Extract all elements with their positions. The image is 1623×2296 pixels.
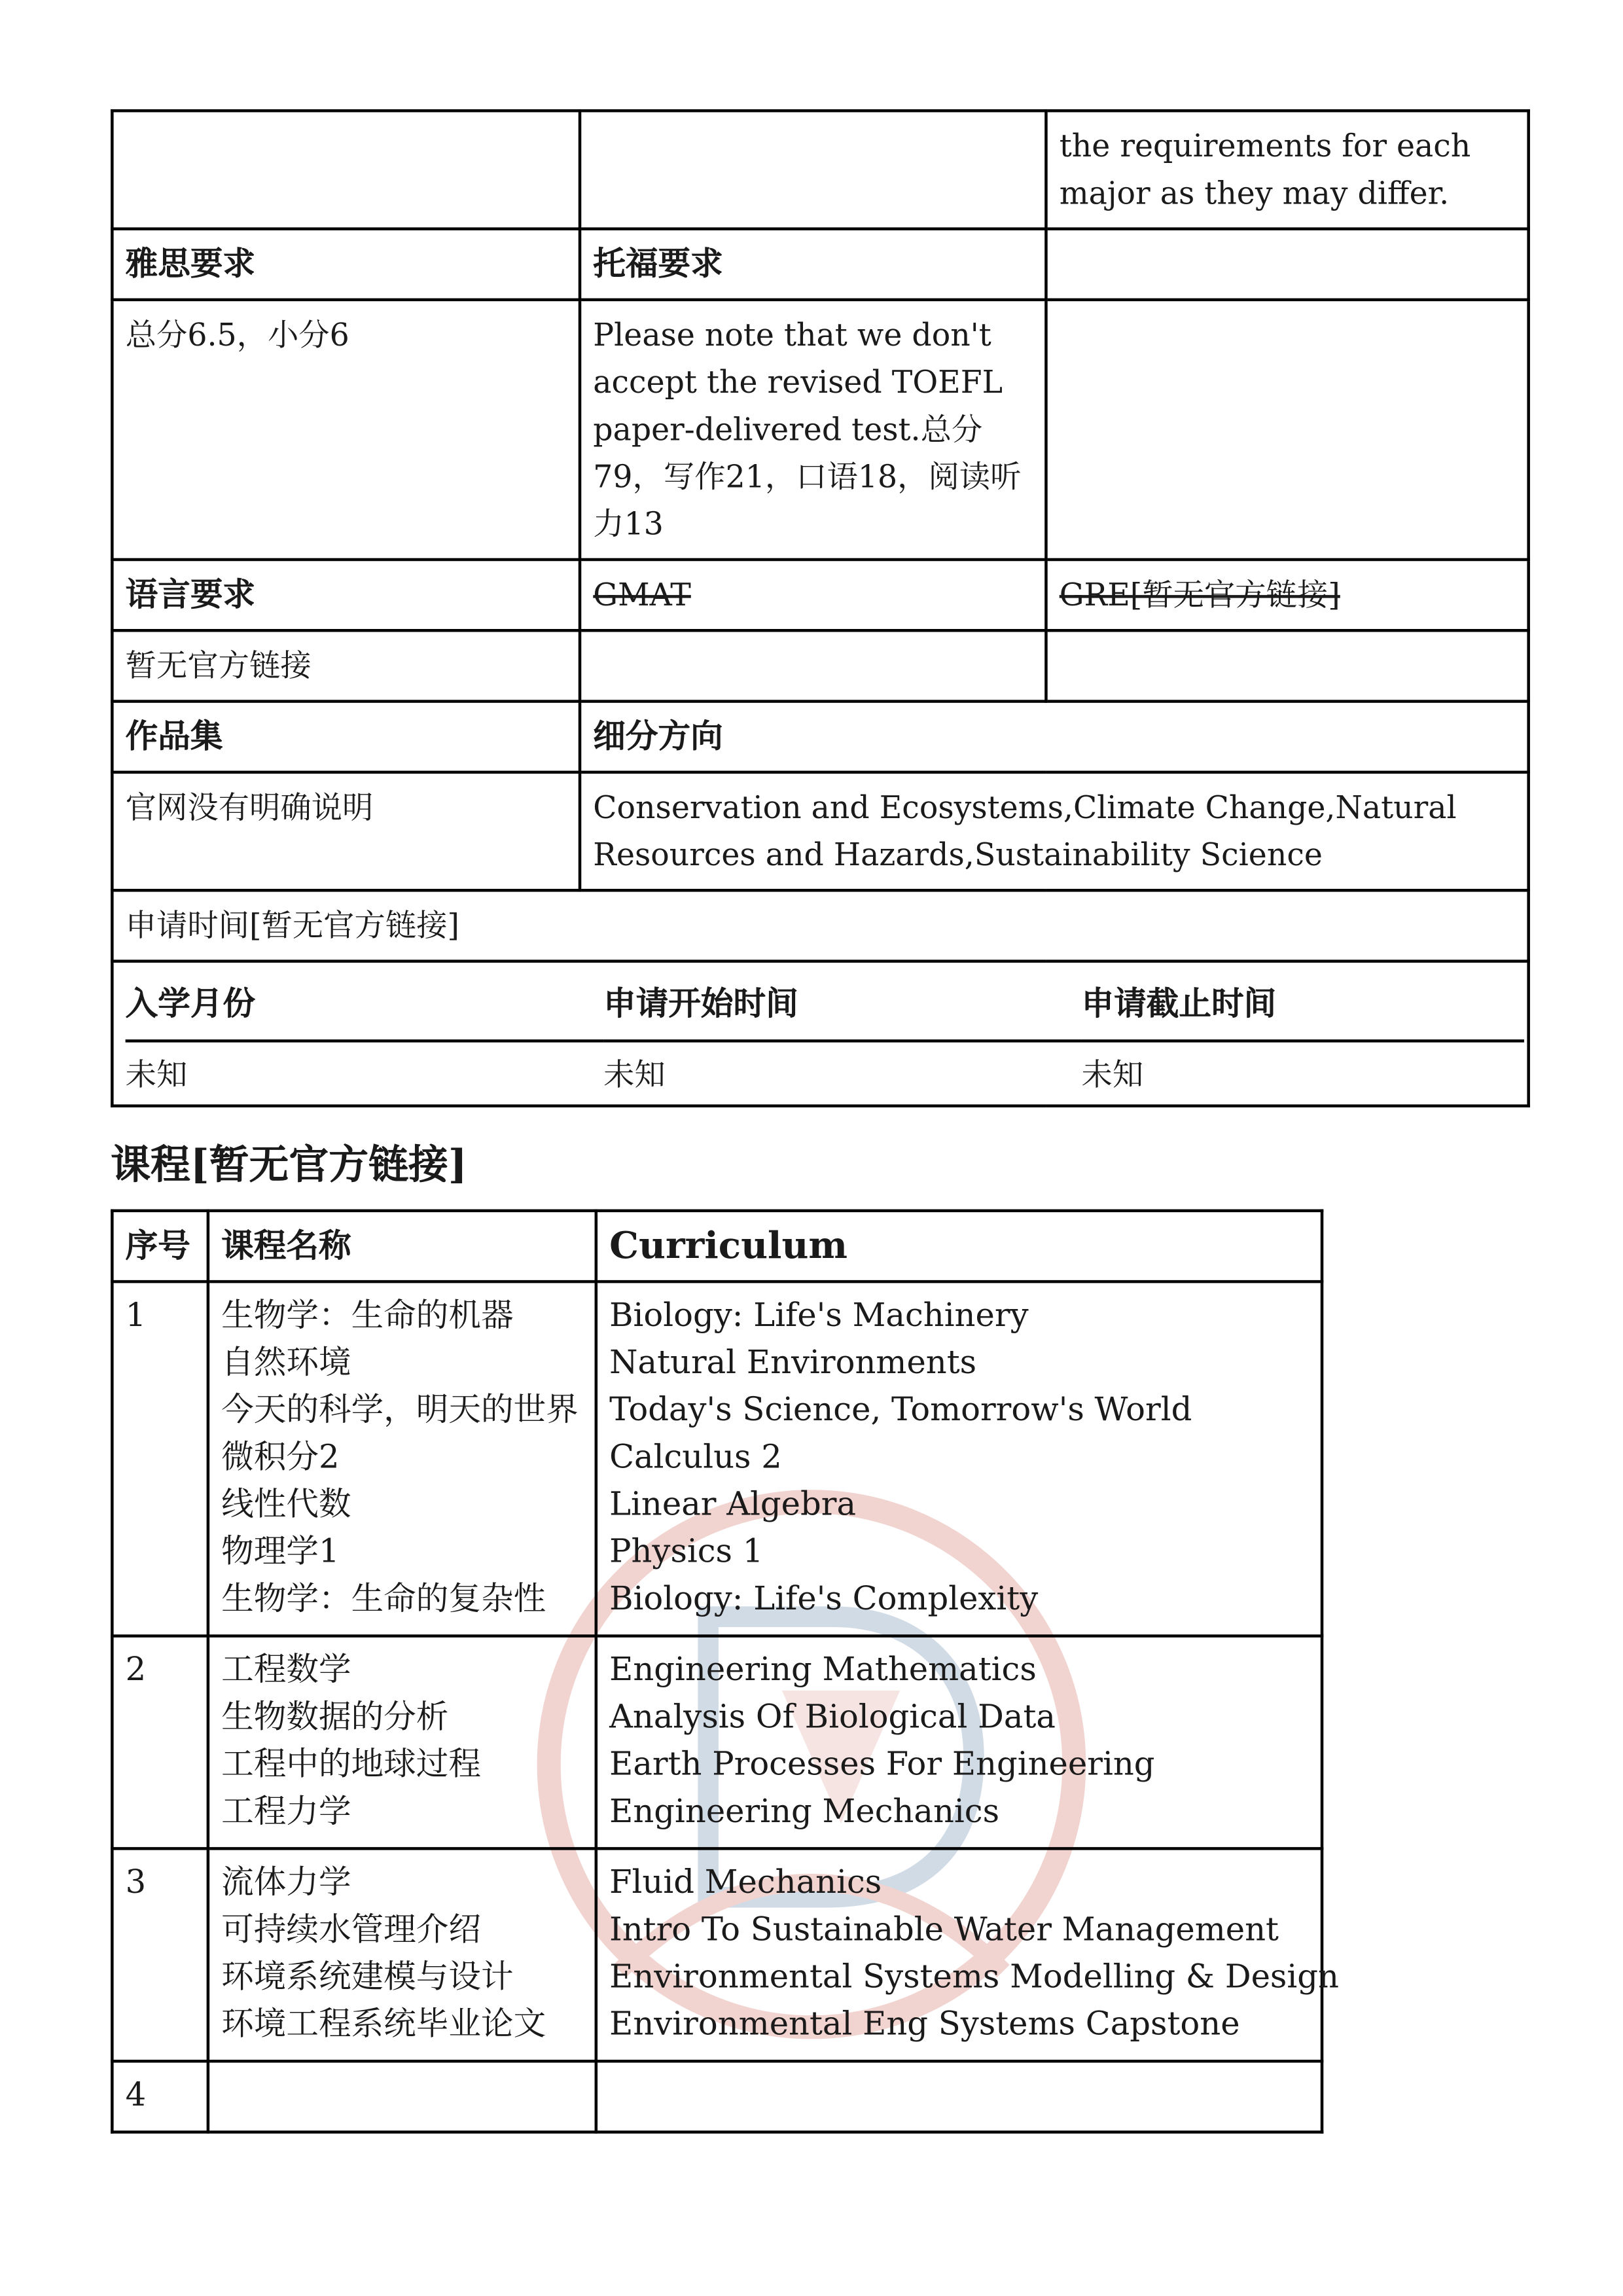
course-line: Today's Science, Tomorrow's World [609, 1392, 1192, 1429]
course-header-number: 序号 [112, 1211, 208, 1282]
course-line: 可持续水管理介绍 [221, 1912, 482, 1949]
course-cn-list [208, 1636, 596, 1849]
course-line: Earth Processes For Engineering [609, 1746, 1155, 1784]
portfolio-value: 官网没有明确说明 [112, 772, 580, 890]
course-en-list [596, 1848, 1339, 2061]
course-line: 线性代数 [221, 1486, 351, 1524]
table-cell [1046, 300, 1528, 560]
table-row [112, 630, 1528, 701]
course-line: 生物学：生命的复杂性 [221, 1581, 546, 1619]
course-line: 环境工程系统毕业论文 [221, 2006, 546, 2044]
course-line: Engineering Mechanics [609, 1793, 1000, 1831]
apply-deadline-value: 未知 [1081, 1057, 1144, 1093]
course-line: 今天的科学，明天的世界 [221, 1392, 579, 1429]
course-line: 生物数据的分析 [221, 1699, 449, 1736]
table-cell [1046, 630, 1528, 701]
course-number: 3 [112, 1848, 208, 2061]
course-cn-list [208, 1282, 596, 1636]
course-table [111, 1210, 1339, 2134]
enroll-month-header: 入学月份 [126, 963, 603, 1043]
course-line: Linear Algebra [609, 1486, 857, 1524]
table-row [112, 2061, 1322, 2132]
table-row [112, 229, 1528, 300]
enroll-month-value: 未知 [125, 1057, 188, 1093]
toefl-value: Please note that we don't accept the revised TOEFL paper-delivered test.总分79，写作21，口语18，阅读听力13 [580, 300, 1046, 560]
direction-label: 细分方向 [580, 702, 1529, 772]
course-line: Environmental Systems Modelling & Design [609, 1959, 1339, 1996]
table-row [112, 300, 1528, 560]
course-line: 自然环境 [221, 1345, 351, 1382]
table-row [112, 111, 1528, 228]
gre-label: GRE[暂无官方链接] [1046, 560, 1528, 630]
course-line: Analysis Of Biological Data [609, 1699, 1056, 1736]
course-cn-list [208, 1848, 596, 2061]
course-line: Biology: Life's Machinery [609, 1297, 1029, 1335]
course-line: 工程中的地球过程 [221, 1746, 482, 1784]
table-row [112, 1848, 1322, 2061]
course-line: 流体力学 [221, 1865, 351, 1902]
ielts-value: 总分6.5，小分6 [112, 300, 580, 560]
table-row [112, 890, 1528, 961]
course-cn-list [208, 2061, 596, 2132]
course-en-list [596, 1636, 1322, 1849]
course-line: 生物学：生命的机器 [221, 1297, 514, 1335]
table-cell [580, 630, 1046, 701]
course-line: Fluid Mechanics [609, 1865, 882, 1902]
apply-deadline-header: 申请截止时间 [1082, 963, 1524, 1043]
apply-time-values [126, 1043, 1516, 1105]
course-line: Physics 1 [609, 1534, 764, 1571]
table-cell [112, 111, 580, 228]
course-line: 物理学1 [221, 1534, 340, 1571]
apply-time-headers [126, 963, 1516, 1043]
course-number: 4 [112, 2061, 208, 2132]
course-line: 工程数学 [221, 1652, 351, 1689]
gmat-label: GMAT [580, 560, 1046, 630]
apply-time-cell [112, 961, 1528, 1106]
apply-time-grid-wrap [114, 963, 1527, 1105]
course-number: 2 [112, 1636, 208, 1849]
table-cell: the requirements for each major as they may differ. [1046, 111, 1528, 228]
direction-value: Conservation and Ecosystems,Climate Change,Natural Resources and Hazards,Sustainability Science [580, 772, 1529, 890]
course-line: Environmental Eng Systems Capstone [609, 2006, 1240, 2044]
table-row [112, 1211, 1322, 1282]
course-line: Natural Environments [609, 1345, 977, 1382]
table-row [112, 961, 1528, 1106]
course-line: Calculus 2 [609, 1439, 782, 1477]
course-section-title: 课程[暂无官方链接] [111, 1143, 467, 1189]
portfolio-label: 作品集 [112, 702, 580, 772]
requirements-table [111, 109, 1530, 1107]
table-row [112, 1636, 1322, 1849]
course-header-cn-name: 课程名称 [208, 1211, 596, 1282]
course-line: Biology: Life's Complexity [609, 1581, 1039, 1619]
course-line: Intro To Sustainable Water Management [609, 1912, 1279, 1949]
language-requirement-label: 语言要求 [112, 560, 580, 630]
ielts-label: 雅思要求 [112, 229, 580, 300]
apply-time-label: 申请时间[暂无官方链接] [112, 890, 1528, 961]
language-requirement-value: 暂无官方链接 [112, 630, 580, 701]
course-number: 1 [112, 1282, 208, 1636]
table-cell [1046, 229, 1528, 300]
apply-start-value: 未知 [603, 1057, 666, 1093]
table-cell [580, 111, 1046, 228]
course-header-curriculum: Curriculum [596, 1211, 1322, 1282]
course-line: 环境系统建模与设计 [221, 1959, 514, 1996]
table-row [112, 560, 1528, 630]
course-en-list [596, 2061, 1322, 2132]
table-row [112, 1282, 1322, 1636]
toefl-label: 托福要求 [580, 229, 1046, 300]
course-en-list [596, 1282, 1322, 1636]
course-line: 工程力学 [221, 1793, 351, 1831]
apply-start-header: 申请开始时间 [603, 963, 1081, 1043]
course-line: 微积分2 [221, 1439, 340, 1477]
course-line: Engineering Mathematics [609, 1652, 1037, 1689]
table-row [112, 702, 1528, 772]
table-row [112, 772, 1528, 890]
